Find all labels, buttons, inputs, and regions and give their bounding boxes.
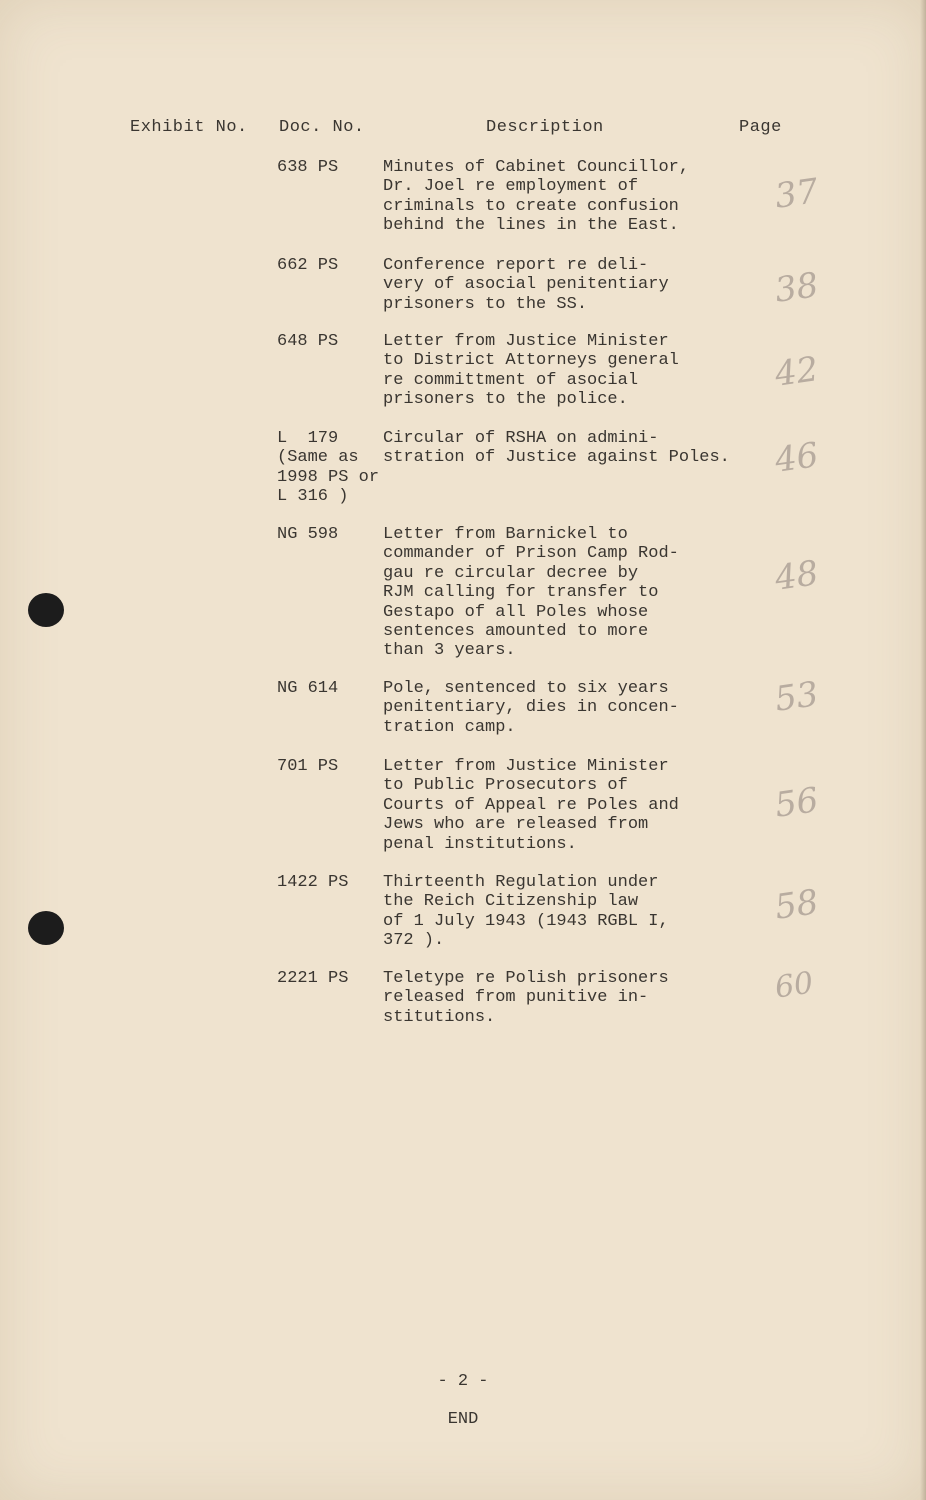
punch-hole <box>28 911 64 945</box>
punch-hole <box>28 593 64 627</box>
doc-number: 648 PS <box>277 332 339 351</box>
header-page: Page <box>739 118 782 137</box>
handwritten-page-number: 38 <box>772 265 821 311</box>
page-number: - 2 - <box>437 1372 489 1391</box>
doc-number: NG 614 <box>277 679 339 698</box>
description: Conference report re deli- very of asocial penitentiary prisoners to the SS. <box>383 256 669 314</box>
doc-number: L 179 <box>277 429 339 448</box>
handwritten-page-number: 53 <box>772 674 821 720</box>
description: Minutes of Cabinet Councillor, Dr. Joel re employment of criminals to create confusion behind the lines in the East. <box>383 158 690 236</box>
doc-number: 662 PS <box>277 256 339 275</box>
header-doc-no: Doc. No. <box>279 118 365 137</box>
doc-number: 638 PS <box>277 158 339 177</box>
description: Letter from Barnickel to commander of Prison Camp Rod- gau re circular decree by RJM calling for transfer to Gestapo of all Poles whose sentences amounted to more than 3 years. <box>383 525 679 661</box>
description: Circular of RSHA on admini- stration of Justice against Poles. <box>383 429 730 468</box>
description: Letter from Justice Minister to Public Prosecutors of Courts of Appeal re Poles and Jews who are released from penal institutions. <box>383 757 679 854</box>
doc-note: (Same as 1998 PS or L 316 ) <box>277 448 380 507</box>
doc-number: NG 598 <box>277 525 339 544</box>
header-description: Description <box>486 118 604 137</box>
handwritten-page-number: 60 <box>772 965 816 1006</box>
description: Teletype re Polish prisoners released from punitive in- stitutions. <box>383 969 669 1027</box>
doc-number: 1422 PS <box>277 873 349 892</box>
doc-number: 701 PS <box>277 757 339 776</box>
handwritten-page-number: 42 <box>772 349 821 395</box>
handwritten-page-number: 48 <box>772 553 821 599</box>
handwritten-page-number: 56 <box>772 780 821 826</box>
handwritten-page-number: 37 <box>772 171 821 217</box>
handwritten-page-number: 46 <box>772 435 821 481</box>
description: Thirteenth Regulation under the Reich Citizenship law of 1 July 1943 (1943 RGBL I, 372 ). <box>383 873 669 951</box>
end-marker: END <box>447 1410 479 1429</box>
description: Letter from Justice Minister to District Attorneys general re committment of asocial prisoners to the police. <box>383 332 679 410</box>
doc-number: 2221 PS <box>277 969 349 988</box>
description: Pole, sentenced to six years penitentiary, dies in concen- tration camp. <box>383 679 679 737</box>
header-exhibit-no: Exhibit No. <box>130 118 248 137</box>
handwritten-page-number: 58 <box>772 882 821 928</box>
